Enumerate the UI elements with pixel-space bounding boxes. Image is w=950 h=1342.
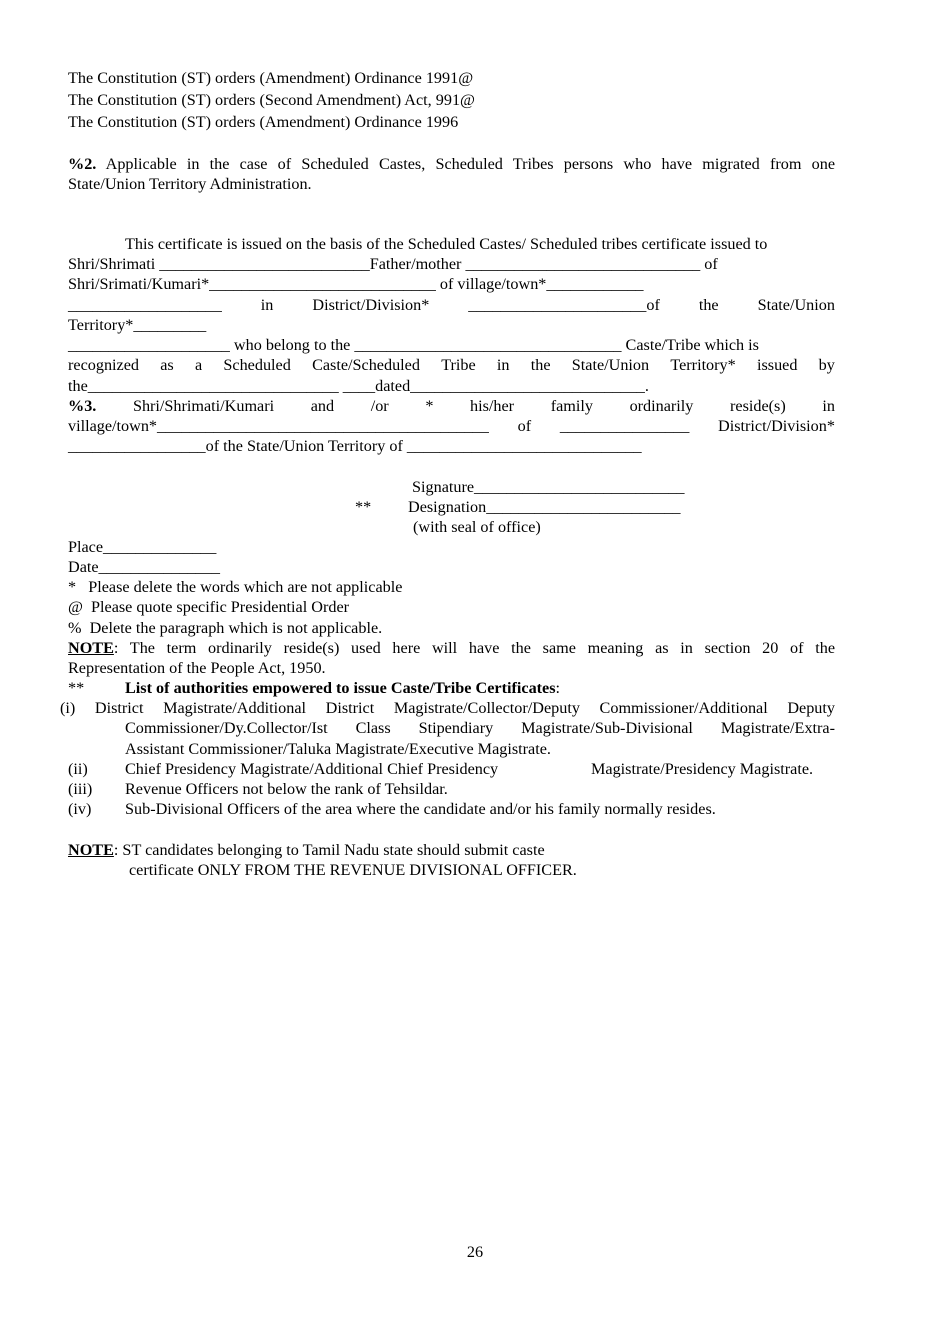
cert-line-11: _________________of the State/Union Territory of _____________________________ <box>68 437 642 455</box>
cert-line-10: village/town*_________________________________________ of ________________ District/Division* <box>68 417 835 435</box>
cert-line-3: Shri/Srimati/Kumari*____________________________ of village/town*____________ <box>68 275 644 293</box>
cert-line-8: the_______________________________ ____dated_____________________________. <box>68 377 649 395</box>
page-number: 26 <box>466 1243 484 1261</box>
authority-i-line3: Assistant Commissioner/Taluka Magistrate/Executive Magistrate. <box>125 740 551 758</box>
order-line-3: The Constitution (ST) orders (Amendment) Ordinance 1996 <box>68 113 459 131</box>
footnote-percent: % Delete the paragraph which is not applicable. <box>68 619 383 637</box>
seal-note: (with seal of office) <box>413 518 541 536</box>
cert-line-5: Territory*_________ <box>68 316 207 334</box>
para3-marker: %3. <box>68 397 97 415</box>
para2-marker: %2. <box>68 155 97 173</box>
authority-iii-num: (iii) <box>68 780 93 798</box>
cert-line-2: Shri/Shrimati __________________________Father/mother _____________________________ of <box>68 255 718 273</box>
footnote-star: * Please delete the words which are not applicable <box>68 578 403 596</box>
authority-ii-b: Magistrate/Presidency Magistrate. <box>591 760 814 778</box>
order-line-2: The Constitution (ST) orders (Second Amendment) Act, 991@ <box>68 91 475 109</box>
authorities-stars: ** <box>68 679 85 697</box>
order-line-1: The Constitution (ST) orders (Amendment) Ordinance 1991@ <box>68 69 474 87</box>
note2-line1: NOTE: ST candidates belonging to Tamil Nadu state should submit caste <box>68 841 545 859</box>
cert-line-4: ___________________ in District/Division* ______________________of the State/Union <box>68 296 835 314</box>
note1-line1: NOTE: The term ordinarily reside(s) used here will have the same meaning as in section 20 of the <box>68 639 835 657</box>
cert-line-1: This certificate is issued on the basis of the Scheduled Castes/ Scheduled tribes certificate issued to <box>125 235 768 253</box>
note2-line2: certificate ONLY FROM THE REVENUE DIVISIONAL OFFICER. <box>129 861 577 879</box>
authority-iv: Sub-Divisional Officers of the area where the candidate and/or his family normally resides. <box>125 800 716 818</box>
authority-i-line2: Commissioner/Dy.Collector/Ist Class Stipendiary Magistrate/Sub-Divisional Magistrate/Extra- <box>125 719 835 737</box>
signature-stars: ** <box>355 498 372 516</box>
signature-line: Signature__________________________ <box>412 478 685 496</box>
cert-line-7: recognized as a Scheduled Caste/Scheduled Tribe in the State/Union Territory* issued by <box>68 356 835 374</box>
para2-line1: %2. Applicable in the case of Scheduled Castes, Scheduled Tribes persons who have migrated from one <box>68 155 835 173</box>
place-line: Place______________ <box>68 538 217 556</box>
para2-line2: State/Union Territory Administration. <box>68 175 312 193</box>
authority-iv-num: (iv) <box>68 800 92 818</box>
authority-iii: Revenue Officers not below the rank of Tehsildar. <box>125 780 448 798</box>
footnote-at: @ Please quote specific Presidential Order <box>68 598 350 616</box>
note1-label: NOTE <box>68 639 114 657</box>
cert-line-9: %3. Shri/Shrimati/Kumari and /or * his/her family ordinarily reside(s) in <box>68 397 835 415</box>
note2-label: NOTE <box>68 841 114 859</box>
authority-i-line1: (i) District Magistrate/Additional District Magistrate/Collector/Deputy Commissioner/Additional Deputy <box>60 699 835 717</box>
authority-ii-a: Chief Presidency Magistrate/Additional Chief Presidency <box>125 760 499 778</box>
cert-line-6: ____________________ who belong to the _________________________________ Caste/Tribe which is <box>68 336 759 354</box>
authorities-heading: List of authorities empowered to issue Caste/Tribe Certificates: <box>125 679 561 697</box>
note1-line2: Representation of the People Act, 1950. <box>68 659 326 677</box>
designation-line: Designation________________________ <box>408 498 681 516</box>
date-line: Date_______________ <box>68 558 220 576</box>
authority-ii-num: (ii) <box>68 760 88 778</box>
